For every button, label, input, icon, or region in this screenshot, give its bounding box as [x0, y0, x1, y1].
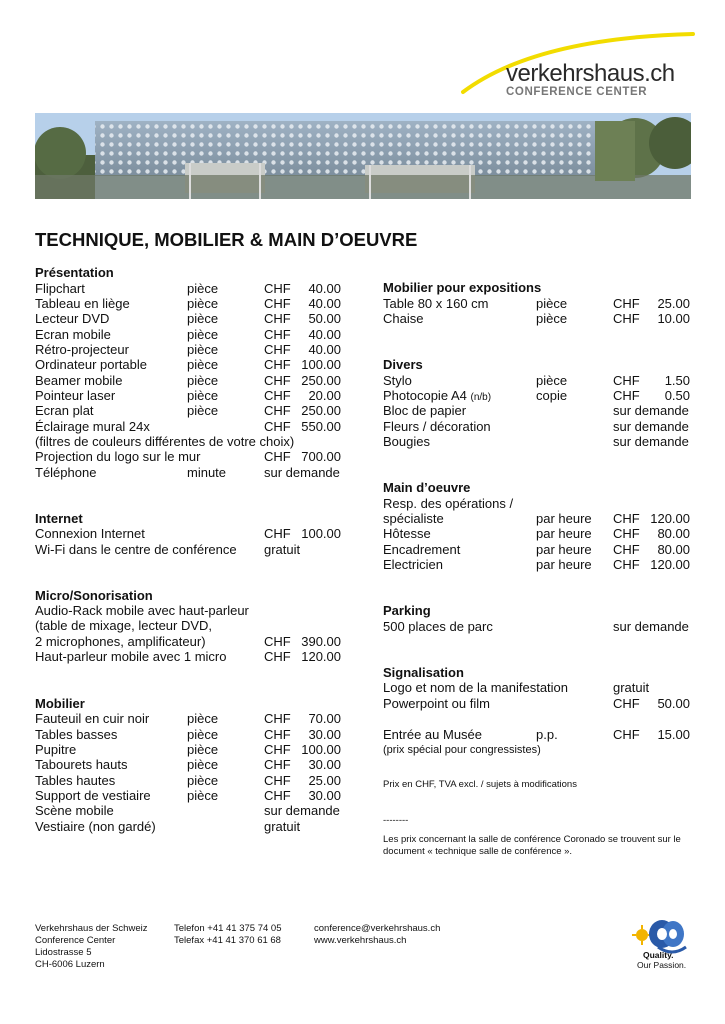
section-heading-internet: Internet: [35, 511, 83, 526]
section-heading-expo: Mobilier pour expositions: [383, 280, 542, 295]
section-heading-main-oeuvre: Main d’oeuvre: [383, 480, 471, 495]
footer-email-link[interactable]: conference@verkehrshaus.ch: [314, 923, 441, 934]
main-oeuvre-line-1: Resp. des opérations /: [383, 496, 514, 511]
coronado-note-line-1: Les prix concernant la salle de conférence Coronado se trouvent sur le: [383, 834, 681, 845]
page-title: TECHNIQUE, MOBILIER & MAIN D’OEUVRE: [35, 229, 418, 250]
footer-phone: Telefon +41 41 375 74 05: [174, 923, 282, 934]
logo-subtitle: CONFERENCE CENTER: [506, 86, 648, 98]
section-heading-divers: Divers: [383, 357, 423, 372]
footer-website-link[interactable]: www.verkehrshaus.ch: [314, 935, 407, 946]
footer-fax: Telefax +41 41 370 61 68: [174, 935, 281, 946]
section-heading-mobilier: Mobilier: [35, 696, 85, 711]
section-heading-micro: Micro/Sonorisation: [35, 588, 153, 603]
footer-street: Lidostrasse 5: [35, 947, 92, 958]
musee-note: (prix spécial pour congressistes): [383, 744, 541, 756]
building-banner-image: [35, 113, 691, 199]
micro-line-2: (table de mixage, lecteur DVD,: [35, 618, 213, 633]
footer-city: CH-6006 Luzern: [35, 959, 105, 970]
section-heading-parking: Parking: [383, 603, 431, 618]
separator-dashes: --------: [383, 815, 409, 826]
logo-text: verkehrshaus.ch: [506, 60, 675, 87]
quality-sub: Our Passion.: [637, 960, 687, 970]
quality-label: Quality.: [643, 950, 674, 960]
price-note: Prix en CHF, TVA excl. / sujets à modifications: [383, 779, 577, 790]
footer-org-sub: Conference Center: [35, 935, 116, 946]
section-heading-signalisation: Signalisation: [383, 665, 464, 680]
micro-line-1: Audio-Rack mobile avec haut-parleur: [35, 603, 249, 618]
filters-note: (filtres de couleurs différentes de votre choix): [35, 434, 295, 449]
section-heading-presentation: Présentation: [35, 265, 114, 280]
coronado-note-line-2: document « technique salle de conférence ».: [383, 846, 573, 857]
footer-org-name: Verkehrshaus der Schweiz: [35, 923, 148, 934]
